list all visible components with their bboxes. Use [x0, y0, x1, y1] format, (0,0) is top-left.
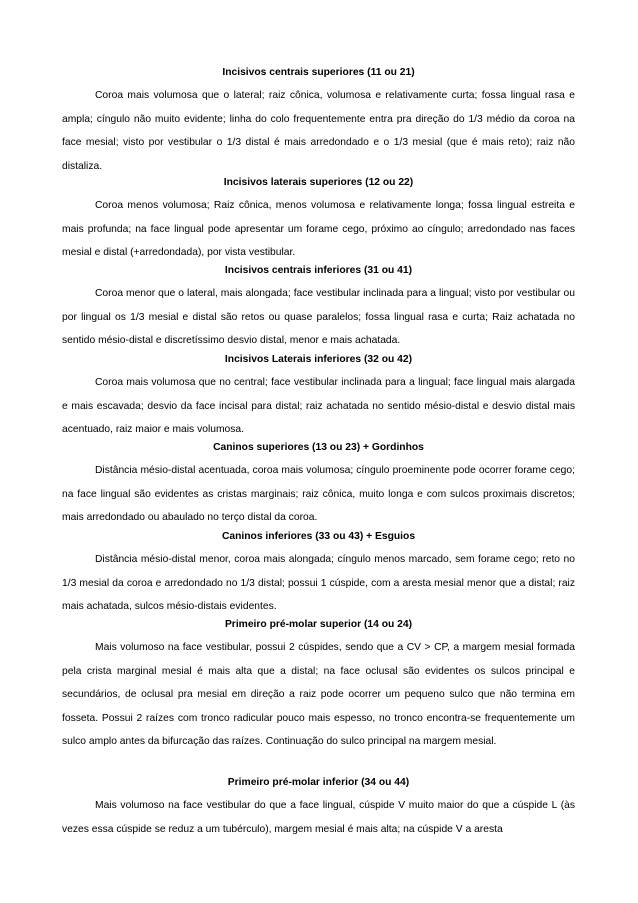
- section-heading: Primeiro pré-molar superior (14 ou 24): [224, 619, 413, 630]
- section-paragraph: Distância mésio-distal acentuada, coroa mais volumosa; cíngulo proeminente pode ocorrer forame cego; na face lingual são evidentes as cristas marginais; raiz cônica, muito longa e com sulcos proximais discretos; mais arredondado ou abaulado no terço distal da coroa.: [62, 465, 575, 523]
- section-paragraph: Mais volumoso na face vestibular do que a face lingual, cúspide V muito maior do que a cúspide L (às vezes essa cúspide se reduz a um tubérculo), margem mesial é mais alta; na cúspide V a aresta: [62, 800, 575, 835]
- section-heading: Incisivos centrais inferiores (31 ou 41): [224, 265, 413, 276]
- section-heading: Incisivos laterais superiores (12 ou 22): [223, 177, 414, 188]
- section-paragraph: Coroa menor que o lateral, mais alongada; face vestibular inclinada para a lingual; visto por vestibular ou por lingual os 1/3 mesial e distal são retos ou quase paralelos; fossa lingual rasa e curta; Raiz achatada no sentido mésio-distal e discretíssimo desvio distal, menor e mais achatada.: [62, 288, 575, 346]
- section-paragraph: Coroa menos volumosa; Raiz cônica, menos volumosa e relativamente longa; fossa lingual estreita e mais profunda; na face lingual pode apresentar um forame cego, próximo ao cíngulo; arredondado nas faces mesial e distal (+arredondada), por vista vestibular.: [62, 200, 575, 258]
- section-incisivos-centrais-superiores: [62, 66, 575, 178]
- section-incisivos-laterais-superiores: [62, 176, 575, 265]
- section-paragraph: Coroa mais volumosa que o lateral; raiz cônica, volumosa e relativamente curta; fossa lingual rasa e ampla; cíngulo não muito evidente; linha do colo frequentemente entra pra direção do 1/3 médio da coroa na face mesial; visto por vestibular o 1/3 distal é mais arredondado e o 1/3 mesial (que é mais reto); raiz não distaliza.: [62, 90, 575, 172]
- section-incisivos-laterais-inferiores: [62, 353, 575, 442]
- section-heading: Caninos superiores (13 ou 23) + Gordinhos: [213, 442, 424, 453]
- section-paragraph: Distância mésio-distal menor, coroa mais alongada; cíngulo menos marcado, sem forame cego; reto no 1/3 mesial da coroa e arredondado no 1/3 distal; possui 1 cúspide, com a aresta mesial menor que a distal; raiz mais achatada, sulcos mésio-distais evidentes.: [62, 554, 575, 612]
- section-paragraph: Coroa mais volumosa que no central; face vestibular inclinada para a lingual; face lingual mais alargada e mais escavada; desvio da face incisal para distal; raiz achatada no sentido mésio-distal e desvio distal mais acentuado, raiz maior e mais volumosa.: [62, 377, 575, 435]
- section-caninos-inferiores: [62, 530, 575, 619]
- section-heading: Primeiro pré-molar inferior (34 ou 44): [227, 777, 410, 788]
- section-primeiro-pre-molar-inferior: [62, 776, 575, 841]
- section-primeiro-pre-molar-superior: [62, 618, 575, 754]
- section-heading: Incisivos centrais superiores (11 ou 21): [222, 67, 415, 78]
- section-caninos-superiores: [62, 441, 575, 530]
- section-incisivos-centrais-inferiores: [62, 264, 575, 353]
- section-heading: Caninos inferiores (33 ou 43) + Esguios: [221, 531, 416, 542]
- section-paragraph: Mais volumoso na face vestibular, possui 2 cúspides, sendo que a CV > CP, a margem mesial formada pela crista marginal mesial é mais alta que a distal; na face oclusal são evidentes os sulcos principal e secundários, de oclusal pra mesial em direção a raiz pode ocorrer um pequeno sulco que não termina em fosseta. Possui 2 raízes com tronco radicular pouco mais espesso, no tronco encontra-se frequentemente um sulco amplo antes da bifurcação das raízes. Continuação do sulco principal na margem mesial.: [62, 642, 575, 747]
- section-heading: Incisivos Laterais inferiores (32 ou 42): [224, 354, 413, 365]
